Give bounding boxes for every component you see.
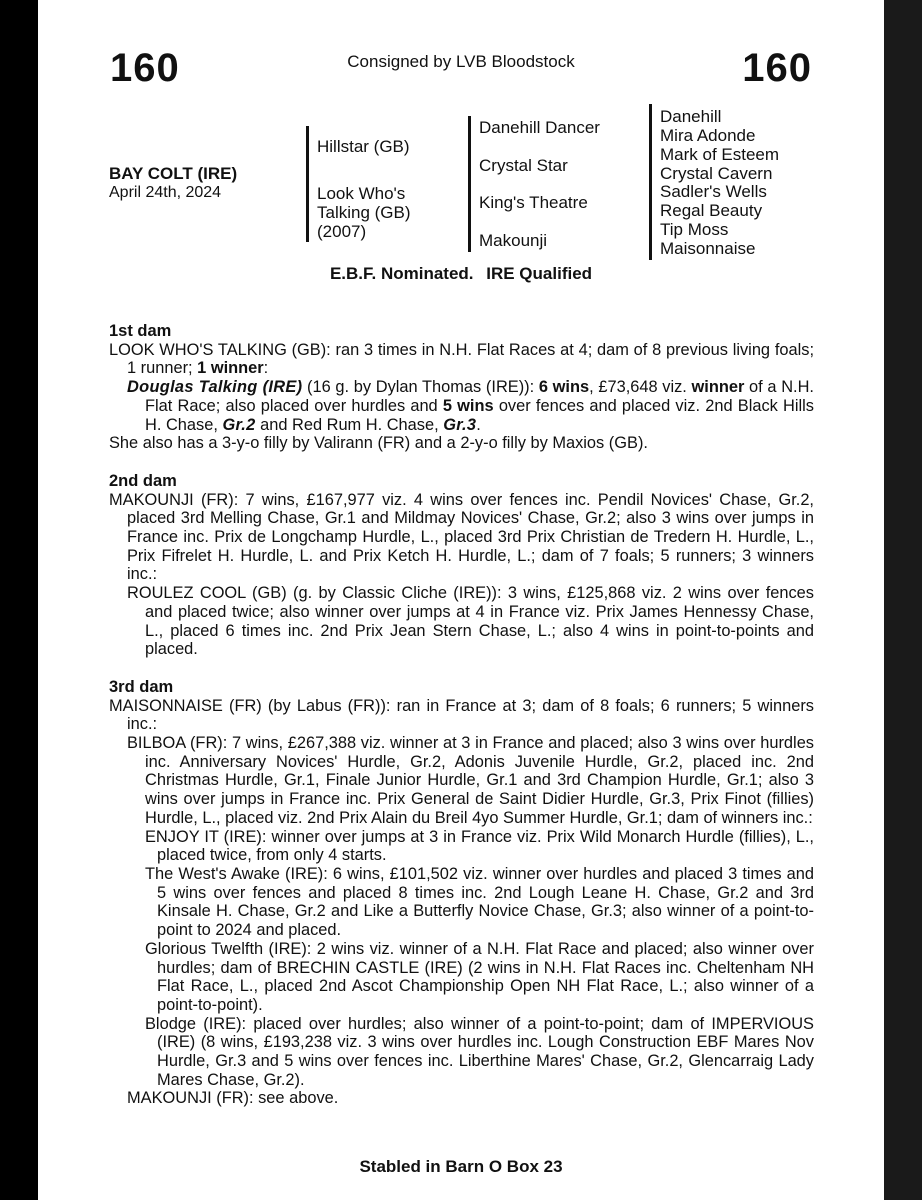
pedigree-bar-gen1 — [306, 126, 309, 242]
third-dam-enjoy-it: ENJOY IT (IRE): winner over jumps at 3 in France viz. Prix Wild Monarch Hurdle (fillies), L., placed twice, from only 4 starts. — [145, 827, 814, 865]
pedigree-gen3-7: Tip Moss — [660, 220, 729, 239]
third-dam-makounji: MAKOUNJI (FR): see above. — [127, 1089, 339, 1108]
pedigree-sire: Hillstar (GB) — [317, 137, 410, 156]
catalogue-page — [38, 0, 884, 1200]
third-dam-bilboa: BILBOA (FR): 7 wins, £267,388 viz. winner at 3 in France and placed; also 3 wins over hurdles inc. Anniversary Novices' Hurdle, Gr.2, Adonis Juvenile Hurdle, Gr.2, placed inc. 2nd Christmas Hurdle, Gr.1, Finale Junior Hurdle, Gr.1 and 3rd Champion Hurdle, Gr.1; also 3 wins over jumps in France inc. Prix General de Saint Didier Hurdle, Gr.3, Prix Finot (fillies) Hurdle, L., placed viz. 2nd Prix Alain du Breil 4yo Summer Hurdle, Gr.1; dam of winners inc.: — [127, 734, 814, 827]
first-dam-offspring: Douglas Talking (IRE) (16 g. by Dylan Thomas (IRE)): 6 wins, £73,648 viz. winner of a N.H. Flat Race; also placed over hurdles and 5 wins over fences and placed viz. 2nd Black Hills H. Chase, Gr.2 and Red Rum H. Chase, Gr.3. — [127, 378, 814, 434]
horse-name: BAY COLT (IRE) — [109, 164, 238, 183]
right-margin — [884, 0, 922, 1200]
third-dam-wests-awake: The West's Awake (IRE): 6 wins, £101,502 viz. winner over hurdles and placed 3 times and 5 wins over fences and placed 8 times inc. 2nd Lough Leane H. Chase, Gr.2 and 3rd Kinsale H. Chase, Gr.2 and Like a Butterfly Novice Chase, Gr.3; also winner of a point-to-point to 2024 and placed. — [145, 864, 814, 940]
third-dam-intro: MAISONNAISE (FR) (by Labus (FR)): ran in France at 3; dam of 8 foals; 6 runners; 5 winners inc.: — [109, 696, 814, 734]
pedigree-gen3-6: Regal Beauty — [660, 201, 763, 220]
pedigree-gen3-1: Danehill — [660, 107, 722, 126]
first-dam-heading: 1st dam — [109, 322, 172, 340]
pedigree-grandsire-maternal: King's Theatre — [479, 193, 588, 212]
third-dam-glorious-twelfth: Glorious Twelfth (IRE): 2 wins viz. winner of a N.H. Flat Race and placed; also winner over hurdles; dam of BRECHIN CASTLE (IRE) (2 wins in N.H. Flat Races inc. Cheltenham NH Flat Race, L., placed 2nd Ascot Championship Open NH Flat Race, L.; also winner of a point-to-point). — [145, 939, 814, 1014]
produce-record — [109, 322, 814, 1108]
second-dam-heading: 2nd dam — [109, 471, 177, 490]
pedigree-grandsire-paternal: Danehill Dancer — [479, 118, 600, 137]
pedigree-gen3-3: Mark of Esteem — [660, 145, 780, 164]
pedigree-dam-line3: (2007) — [317, 222, 367, 241]
pedigree-bar-gen2 — [468, 116, 471, 252]
stabled-location: Stabled in Barn O Box 23 — [359, 1157, 563, 1176]
pedigree-granddam-paternal: Crystal Star — [479, 156, 568, 175]
pedigree-gen3-2: Mira Adonde — [660, 126, 756, 145]
consignor-line: Consigned by LVB Bloodstock — [347, 52, 575, 71]
nomination-line — [38, 264, 884, 284]
pedigree-gen3-8: Maisonnaise — [660, 239, 756, 258]
ebf-nominated: E.B.F. Nominated. — [329, 264, 474, 283]
second-dam-text: MAKOUNJI (FR): 7 wins, £167,977 viz. 4 wins over fences inc. Pendil Novices' Chase, Gr.2, placed 3rd Melling Chase, Gr.1 and Mildmay Novices' Chase, Gr.2; also 3 wins over jumps in France inc. Prix de Longchamp Hurdle, L., placed 3rd Prix Christian de Tredern H. Hurdle, L., Prix Fifrelet H. Hurdle, L. and Prix Ketch H. Hurdle, L.; dam of 7 foals; 5 runners; 3 winners inc.: — [109, 490, 814, 584]
third-dam-blodge: Blodge (IRE): placed over hurdles; also winner of a point-to-point; dam of IMPERVIOUS (IRE) (8 wins, £193,238 viz. 3 wins over hurdles inc. Lough Construction EBF Mares Nov Hurdle, Gr.3 and 5 wins over fences inc. Liberthine Mares' Chase, Gr.2, Glencarraig Lady Mares Chase, Gr.2). — [145, 1014, 814, 1089]
pedigree-bar-gen3 — [649, 104, 652, 260]
pedigree-granddam-maternal: Makounji — [479, 231, 548, 250]
ire-qualified: IRE Qualified — [486, 264, 593, 283]
third-dam-heading: 3rd dam — [109, 677, 174, 696]
lot-number-right: 160 — [742, 46, 812, 90]
lot-number-left: 160 — [110, 46, 180, 90]
pedigree-gen3-5: Sadler's Wells — [660, 182, 767, 201]
second-dam-offspring: ROULEZ COOL (GB) (g. by Classic Cliche (IRE)): 3 wins, £125,868 viz. 2 wins over fences and placed twice; also winner over jumps at 4 in France viz. Prix James Hennessy Chase, L., placed 6 times inc. 2nd Prix Jean Stern Chase, L.; also 4 wins in point-to-points and placed. — [127, 584, 814, 659]
pedigree-dam-line1: Look Who's — [317, 184, 406, 203]
pedigree-gen3-4: Crystal Cavern — [660, 164, 773, 183]
first-dam-intro: LOOK WHO'S TALKING (GB): ran 3 times in N.H. Flat Races at 4; dam of 8 previous living foals; 1 runner; 1 winner: — [109, 340, 814, 378]
pedigree-dam-line2: Talking (GB) — [317, 203, 411, 222]
first-dam-also: She also has a 3-y-o filly by Valirann (FR) and a 2-y-o filly by Maxios (GB). — [109, 434, 648, 453]
horse-dob: April 24th, 2024 — [109, 184, 222, 201]
